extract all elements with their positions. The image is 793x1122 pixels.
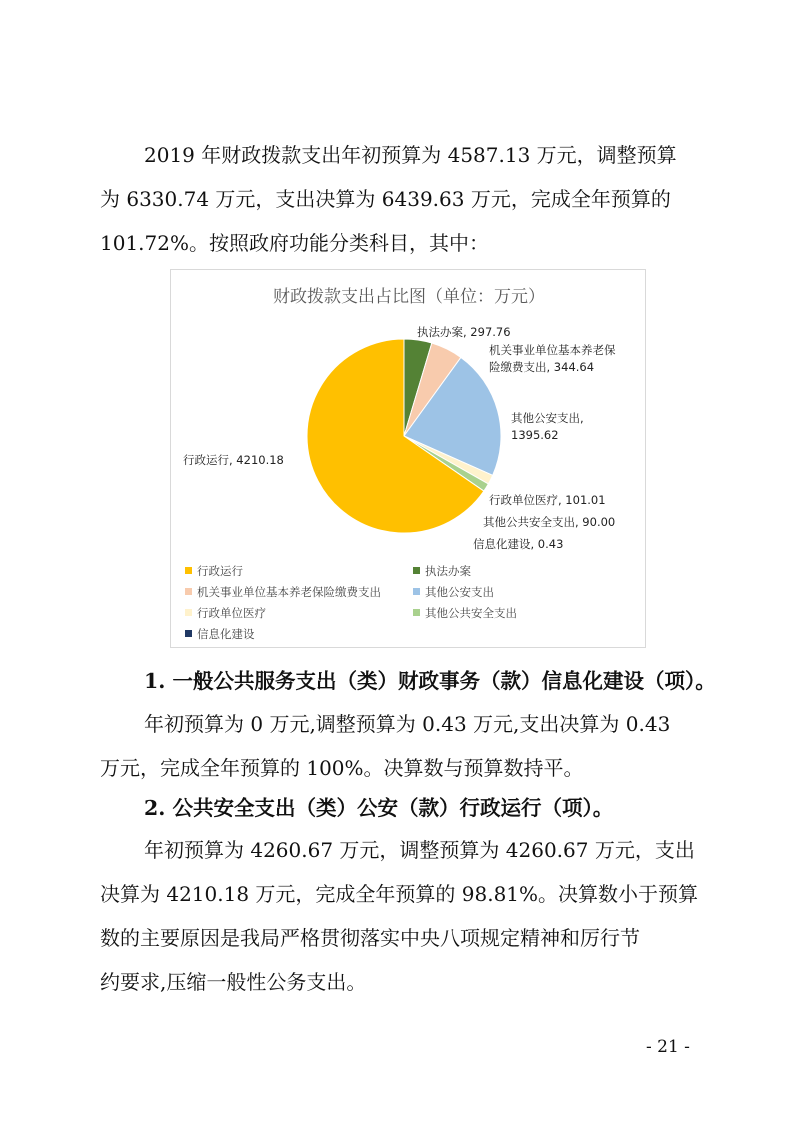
data-label: 行政运行, 4210.18 — [183, 453, 284, 467]
data-label: 险缴费支出, 344.64 — [489, 360, 595, 374]
data-label: 其他公安支出, — [511, 411, 584, 425]
legend-swatch — [185, 588, 192, 595]
legend-swatch — [413, 567, 420, 574]
pie-chart — [170, 269, 646, 648]
chart-title: 财政拨款支出占比图（单位：万元） — [273, 287, 545, 307]
section-heading: 2. 公共安全支出（类）公安（款）行政运行（项）。 — [144, 796, 614, 820]
text-line: 2019 年财政拨款支出年初预算为 4587.13 万元，调整预算 — [144, 143, 677, 167]
text-line: 决算为 4210.18 万元，完成全年预算的 98.81%。决算数小于预算 — [100, 882, 699, 906]
legend-swatch — [185, 630, 192, 637]
legend-swatch — [413, 588, 420, 595]
section-heading: 1. 一般公共服务支出（类）财政事务（款）信息化建设（项）。 — [144, 669, 716, 693]
legend-label: 其他公共安全支出 — [425, 606, 517, 620]
text-line: 约要求,压缩一般性公务支出。 — [100, 970, 367, 994]
legend-item — [185, 605, 266, 621]
legend-label: 机关事业单位基本养老保险缴费支出 — [197, 585, 381, 599]
data-label: 信息化建设, 0.43 — [473, 537, 564, 551]
page-number: - 21 - — [646, 1037, 690, 1057]
data-label: 其他公共安全支出, 90.00 — [483, 515, 616, 529]
text-line: 数的主要原因是我局严格贯彻落实中央八项规定精神和厉行节 — [100, 926, 640, 950]
legend-item — [185, 626, 255, 642]
legend-item — [185, 584, 381, 600]
data-label: 1395.62 — [511, 428, 559, 442]
legend-label: 其他公安支出 — [425, 585, 494, 599]
legend-swatch — [413, 609, 420, 616]
legend-item — [185, 563, 243, 579]
text-line: 万元，完成全年预算的 100%。决算数与预算数持平。 — [100, 756, 584, 780]
text-line: 为 6330.74 万元，支出决算为 6439.63 万元，完成全年预算的 — [100, 187, 671, 211]
data-label: 执法办案, 297.76 — [417, 325, 511, 339]
legend-label: 信息化建设 — [197, 627, 255, 641]
section-paragraph — [100, 828, 700, 1004]
data-label: 行政单位医疗, 101.01 — [489, 493, 606, 507]
legend-label: 行政单位医疗 — [197, 606, 266, 620]
legend-swatch — [185, 609, 192, 616]
legend-item — [413, 584, 494, 600]
text-line: 101.72%。按照政府功能分类科目，其中： — [100, 231, 489, 255]
legend-label: 行政运行 — [197, 564, 243, 578]
legend-item — [413, 563, 471, 579]
legend-swatch — [185, 567, 192, 574]
intro-paragraph — [100, 133, 700, 265]
text-line: 年初预算为 0 万元,调整预算为 0.43 万元,支出决算为 0.43 — [144, 712, 671, 736]
text-line: 年初预算为 4260.67 万元，调整预算为 4260.67 万元，支出 — [144, 838, 695, 862]
section-paragraph — [100, 702, 700, 790]
legend-item — [413, 605, 517, 621]
legend-label: 执法办案 — [425, 564, 471, 578]
data-label: 机关事业单位基本养老保 — [489, 343, 616, 357]
